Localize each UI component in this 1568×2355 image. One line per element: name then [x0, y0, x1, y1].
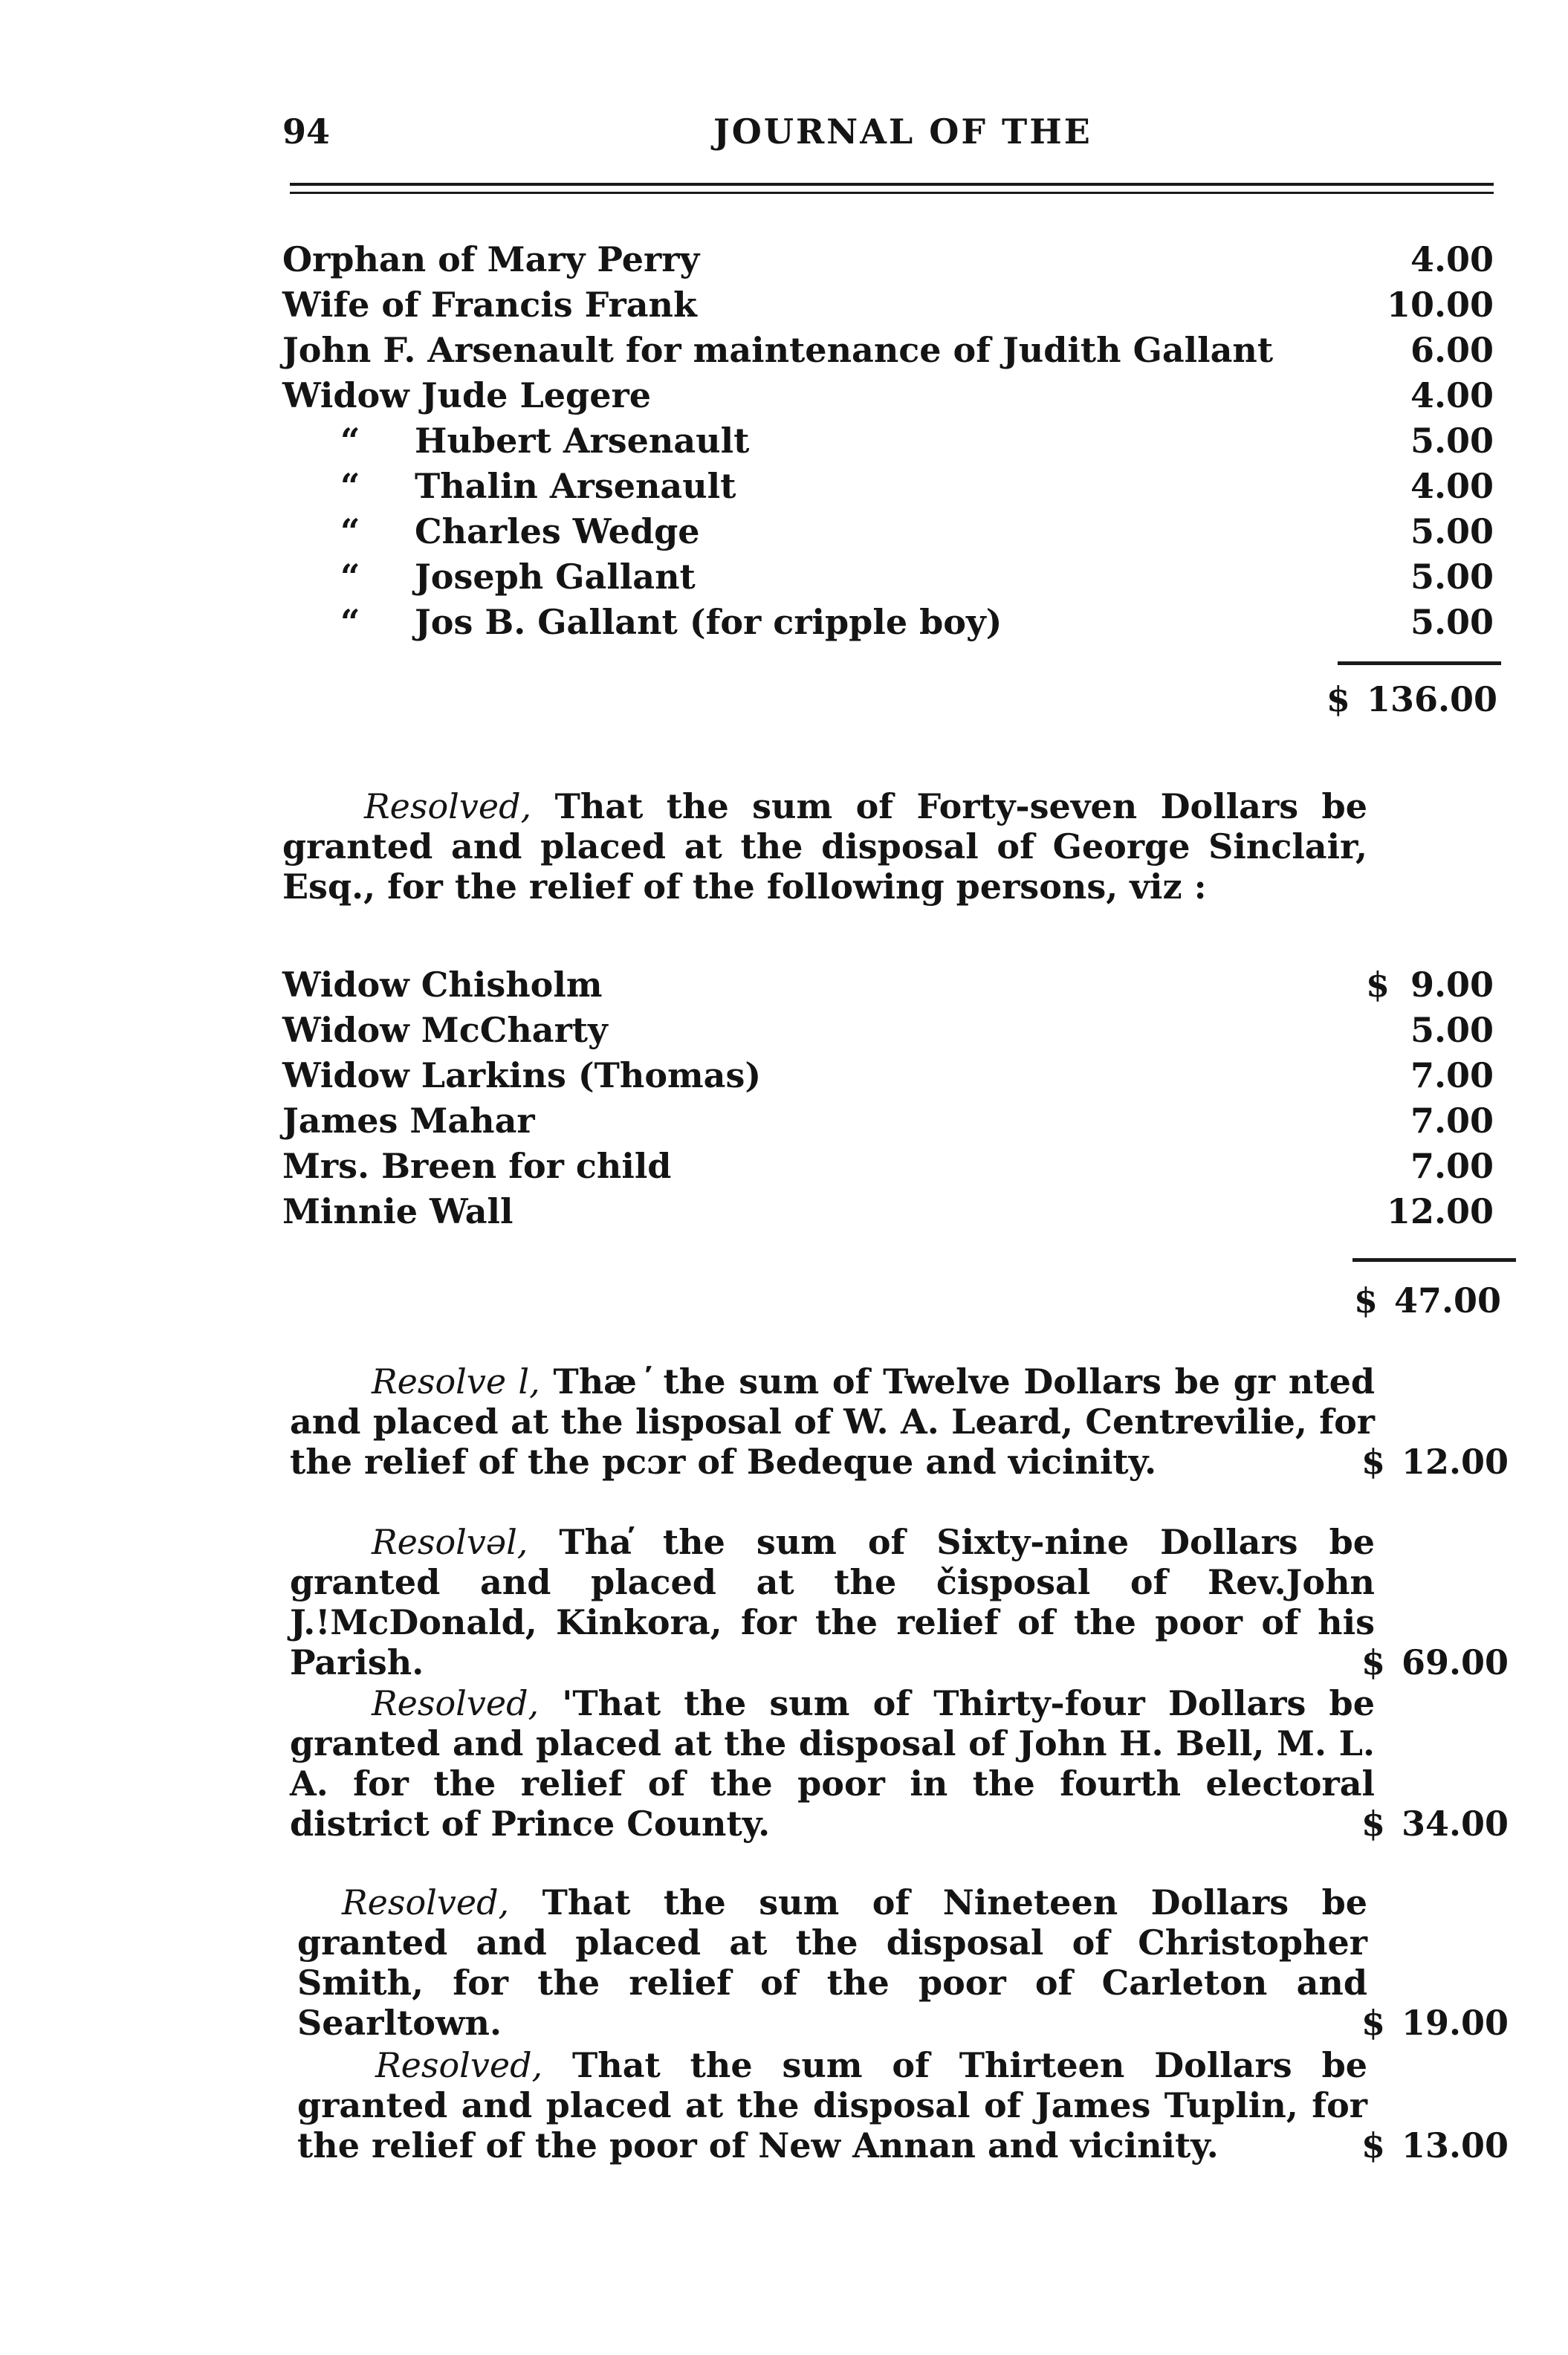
resolved-lead: Resolvəl,: [372, 1522, 528, 1562]
list-item: [282, 285, 1501, 330]
list-item: [282, 330, 1501, 375]
recipient-name: Widow Jude Legere: [282, 375, 651, 415]
amount: 7.00: [1410, 1101, 1494, 1141]
recipient-name: Joseph Gallant: [415, 557, 696, 597]
resolution-text: 'That the sum of Thirty-four Dollars be granted and placed at the disposal of John H. Bell, M. L. A. for the relief of the poor in the fourth electoral district of Prince County.: [290, 1683, 1375, 1844]
resolved-lead: Resolved,: [372, 1683, 540, 1723]
list-item: [282, 466, 1501, 511]
recipient-name: Jos B. Gallant (for cripple boy): [415, 602, 1002, 642]
recipient-name: Widow Larkins (Thomas): [282, 1055, 762, 1095]
ditto-mark: “: [340, 602, 360, 642]
resolved-lead: Resolve l,: [372, 1361, 540, 1402]
amount: 69.00: [1401, 1642, 1509, 1682]
amount: 10.00: [1386, 285, 1494, 325]
resolution-paragraph: [297, 2045, 1509, 2166]
dollar-sign: $: [1361, 1442, 1385, 1482]
dollar-sign: $: [1361, 1642, 1385, 1682]
resolution-paragraph: [282, 786, 1367, 907]
resolution-paragraph: [290, 1683, 1509, 1844]
recipient-name: Widow McCharty: [282, 1010, 608, 1050]
amount: 7.00: [1410, 1055, 1494, 1095]
dollar-sign: $: [1365, 965, 1390, 1005]
sum-rule: [1352, 1258, 1516, 1262]
relief-list-2: [282, 965, 1501, 1237]
recipient-name: Charles Wedge: [415, 511, 700, 551]
header-rule-top: [290, 183, 1494, 186]
resolution-paragraph: [290, 1361, 1509, 1482]
amount: 5.00: [1410, 1010, 1494, 1050]
resolution-text: That the sum of Nineteen Dollars be granted and placed at the disposal of Christopher Smith, for the relief of the poor of Carleton and Searltown.: [297, 1882, 1367, 2043]
ditto-mark: “: [340, 466, 360, 506]
amount: 13.00: [1401, 2125, 1509, 2166]
resolution-paragraph: [297, 1882, 1509, 2043]
recipient-name: Thalin Arsenault: [415, 466, 736, 506]
recipient-name: Mrs. Breen for child: [282, 1146, 672, 1186]
recipient-name: Hubert Arsenault: [415, 421, 750, 461]
dollar-sign: $: [1353, 1280, 1378, 1321]
resolution-text: Tha̕ the sum of Sixty-nine Dollars be granted and placed at the čisposal of Rev.John J.!McDonald, Kinkora, for the relief of the poor of his Parish.: [290, 1522, 1375, 1682]
amount: 9.00: [1410, 965, 1494, 1005]
page-header: [282, 111, 1494, 163]
dollar-sign: $: [1361, 2003, 1385, 2043]
list-item: [282, 1055, 1501, 1101]
recipient-name: Orphan of Mary Perry: [282, 239, 700, 279]
amount: 4.00: [1410, 239, 1494, 279]
amount: 5.00: [1410, 511, 1494, 551]
total-amount: 47.00: [1393, 1280, 1501, 1321]
running-head: JOURNAL OF THE: [713, 111, 1092, 152]
list-item: [282, 421, 1501, 466]
dollar-sign: $: [1361, 2125, 1385, 2166]
resolution-amount: [1361, 1442, 1509, 1482]
page-number: 94: [282, 111, 331, 152]
resolution-amount: [1361, 1804, 1509, 1844]
amount: 4.00: [1410, 375, 1494, 415]
list-item: [282, 239, 1501, 285]
sum-rule: [1338, 661, 1501, 665]
amount: 19.00: [1401, 2003, 1509, 2043]
amount: 6.00: [1410, 330, 1494, 370]
amount: 12.00: [1401, 1442, 1509, 1482]
total-2: [1354, 1280, 1501, 1321]
list-item: [282, 375, 1501, 421]
resolved-lead: Resolved,: [342, 1882, 510, 1922]
amount: 5.00: [1410, 557, 1494, 597]
ditto-mark: “: [340, 511, 360, 551]
recipient-name: John F. Arsenault for maintenance of Judith Gallant: [282, 330, 1274, 370]
list-item: [282, 1146, 1501, 1191]
list-item: [282, 511, 1501, 557]
list-item: [282, 1010, 1501, 1055]
amount: 5.00: [1410, 602, 1494, 642]
amount: 12.00: [1386, 1191, 1494, 1231]
list-item: [282, 1191, 1501, 1237]
amount: 4.00: [1410, 466, 1494, 506]
list-item: [282, 557, 1501, 602]
resolved-lead: Resolved,: [364, 786, 532, 826]
ditto-mark: “: [340, 557, 360, 597]
list-item: [282, 1101, 1501, 1146]
amount: 5.00: [1410, 421, 1494, 461]
dollar-sign: $: [1361, 1804, 1385, 1844]
amount: 7.00: [1410, 1146, 1494, 1186]
recipient-name: Minnie Wall: [282, 1191, 514, 1231]
resolution-text: Thæ ̕ the sum of Twelve Dollars be gr nted and placed at the lisposal of W. A. Leard, Centrevilie, for the relief of the pcɔr of Bedeque and vicinity.: [290, 1361, 1375, 1482]
resolution-paragraph: [290, 1522, 1509, 1682]
list-item: [282, 965, 1501, 1010]
resolution-amount: [1361, 1642, 1509, 1682]
amount: 34.00: [1401, 1804, 1509, 1844]
recipient-name: James Mahar: [282, 1101, 535, 1141]
recipient-name: Widow Chisholm: [282, 965, 603, 1005]
recipient-name: Wife of Francis Frank: [282, 285, 697, 325]
dollar-sign: $: [1326, 679, 1350, 719]
list-item: [282, 602, 1501, 647]
resolution-text: That the sum of Thirteen Dollars be granted and placed at the disposal of James Tuplin, for the relief of the poor of New Annan and vicinity.: [297, 2045, 1367, 2166]
resolution-amount: [1361, 2003, 1509, 2043]
resolution-amount: [1361, 2125, 1509, 2166]
ditto-mark: “: [340, 421, 360, 461]
total-1: [1326, 679, 1497, 719]
total-amount: 136.00: [1366, 679, 1497, 719]
relief-list-1: [282, 239, 1501, 647]
resolved-lead: Resolved,: [375, 2045, 543, 2085]
resolution-text: That the sum of Forty-seven Dollars be granted and placed at the disposal of George Sinclair, Esq., for the relief of the following persons, viz :: [282, 786, 1367, 907]
header-rule-bottom: [290, 192, 1494, 194]
